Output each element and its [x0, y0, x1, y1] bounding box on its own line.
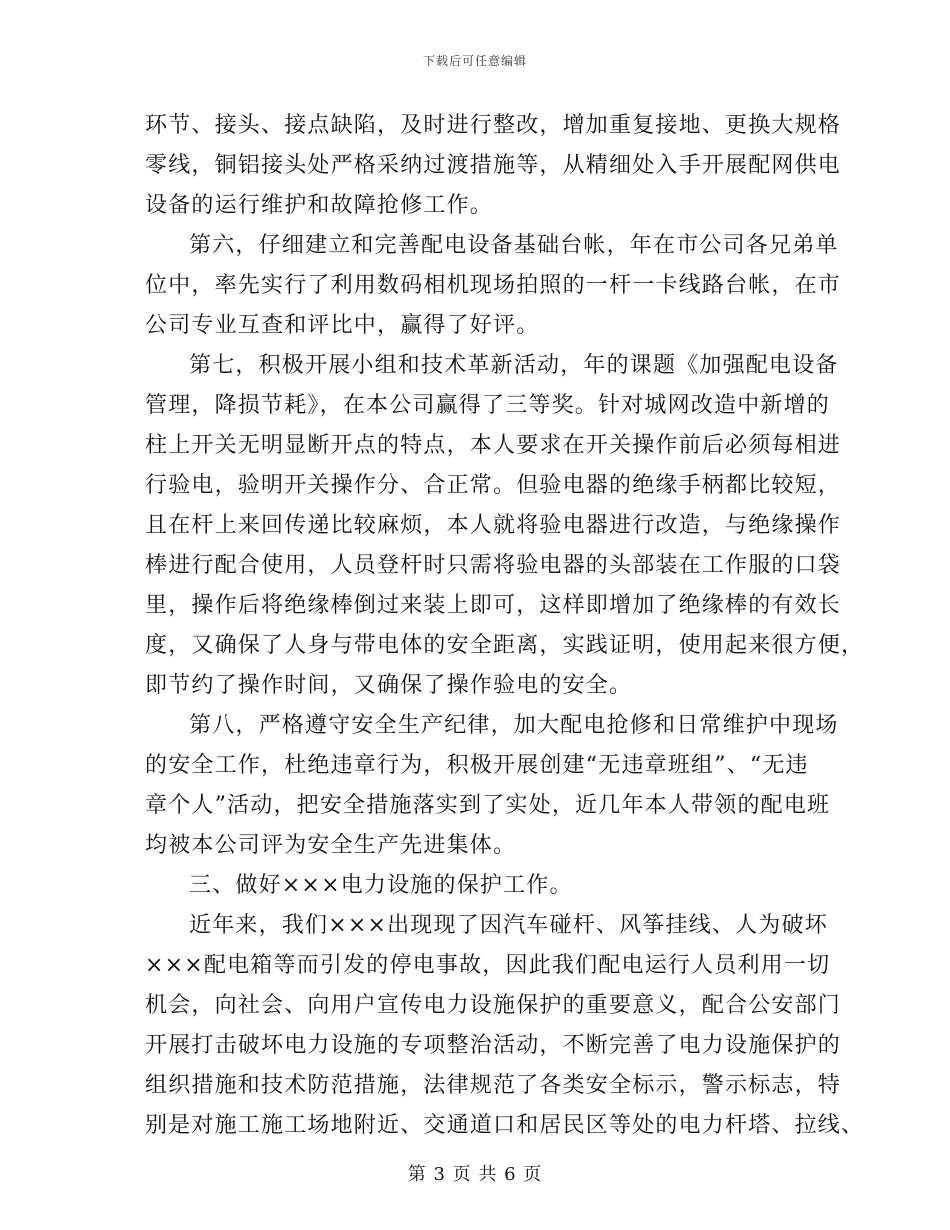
body-line: 管理，降损节耗》，在本公司赢得了三等奖。针对城网改造中新增的: [145, 393, 831, 418]
body-line: 即节约了操作时间，又确保了操作验电的安全。: [145, 673, 633, 698]
body-line: 开展打击破坏电力设施的专项整治活动，不断完善了电力设施保护的: [145, 1033, 842, 1058]
body-line: 机会，向社会、向用户宣传电力设施保护的重要意义，配合公安部门: [145, 993, 842, 1018]
paragraph-first-line: 第六，仔细建立和完善配电设备基础台帐，年在市公司各兄弟单: [189, 233, 839, 258]
paragraph-first-line: 近年来，我们×××出现现了因汽车碰杆、风筝挂线、人为破坏: [189, 913, 828, 938]
body-line: 组织措施和技术防范措施，法律规范了各类安全标示，警示标志，特: [145, 1073, 842, 1098]
paragraph-first-line: 第七，积极开展小组和技术革新活动，年的课题《加强配电设备: [189, 353, 839, 378]
body-line: 行验电，验明开关操作分、合正常。但验电器的绝缘手柄都比较短，: [145, 473, 842, 498]
body-line: 别是对施工施工场地附近、交通道口和居民区等处的电力杆塔、拉线、: [145, 1113, 865, 1138]
body-line: 的安全工作，杜绝违章行为，积极开展创建“无违章班组”、“无违: [145, 753, 809, 778]
body-line: 设备的运行维护和故障抢修工作。: [145, 193, 494, 218]
body-line: 柱上开关无明显断开点的特点，本人要求在开关操作前后必须每相进: [145, 433, 842, 458]
body-line: 环节、接头、接点缺陷，及时进行整改，增加重复接地、更换大规格: [145, 113, 842, 138]
body-line: ×××配电箱等而引发的停电事故，因此我们配电运行人员利用一切: [145, 953, 831, 978]
body-line: 里，操作后将绝缘棒倒过来装上即可，这样即增加了绝缘棒的有效长: [145, 593, 842, 618]
body-line: 零线，铜铝接头处严格采纳过渡措施等，从精细处入手开展配网供电: [145, 153, 842, 178]
section-heading: 三、做好×××电力设施的保护工作。: [189, 873, 573, 898]
header-note: 下载后可任意编辑: [422, 54, 527, 68]
page-number-footer: 第 3 页 共 6 页: [407, 1164, 543, 1185]
body-line: 公司专业互查和评比中，赢得了好评。: [145, 313, 540, 338]
paragraph-first-line: 第八，严格遵守安全生产纪律，加大配电抢修和日常维护中现场: [189, 713, 839, 738]
body-line: 章个人”活动，把安全措施落实到了实处，近几年本人带领的配电班: [145, 793, 831, 818]
body-line: 度，又确保了人身与带电体的安全距离，实践证明，使用起来很方便，: [145, 633, 865, 658]
document-body: [145, 106, 865, 1146]
body-line: 位中，率先实行了利用数码相机现场拍照的一杆一卡线路台帐，在市: [145, 273, 842, 298]
body-line: 均被本公司评为安全生产先进集体。: [145, 833, 517, 858]
body-line: 棒进行配合使用，人员登杆时只需将验电器的头部装在工作服的口袋: [145, 553, 842, 578]
body-line: 且在杆上来回传递比较麻烦，本人就将验电器进行改造，与绝缘操作: [145, 513, 842, 538]
